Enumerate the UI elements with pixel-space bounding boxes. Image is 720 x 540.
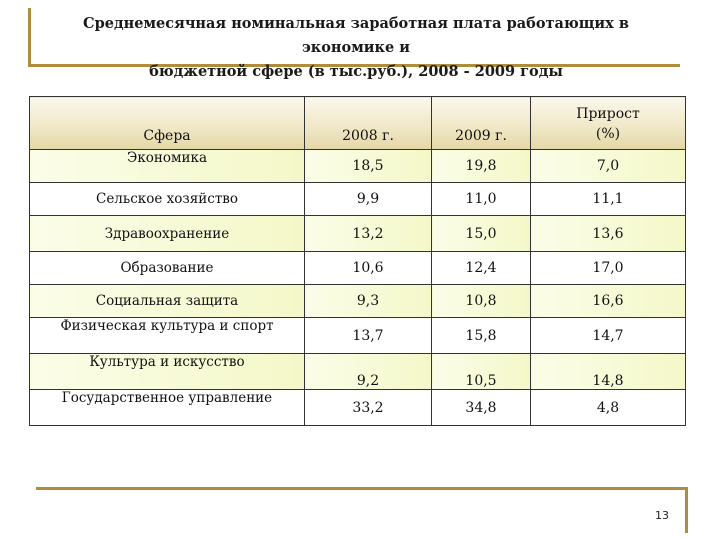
table-row [30, 354, 686, 390]
row-sphere: Экономика [30, 150, 305, 183]
row-2008: 9,2 [305, 354, 432, 390]
page-title-line-1: Среднемесячная номинальная заработная плата работающих в экономике и [83, 15, 629, 56]
row-sphere: Культура и искусство [30, 354, 305, 390]
table-header-row [30, 97, 686, 150]
row-2009: 11,0 [432, 183, 531, 216]
row-2008: 9,9 [305, 183, 432, 216]
footer-divider [36, 487, 688, 490]
row-2009: 10,8 [432, 285, 531, 318]
table-row [30, 318, 686, 354]
row-growth: 16,6 [531, 285, 686, 318]
table-row [30, 150, 686, 183]
header-growth: Прирост (%) [531, 97, 686, 150]
table-row [30, 390, 686, 426]
table-row [30, 252, 686, 285]
row-sphere: Социальная защита [30, 285, 305, 318]
row-growth: 17,0 [531, 252, 686, 285]
row-sphere: Образование [30, 252, 305, 285]
row-2009: 19,8 [432, 150, 531, 183]
row-sphere: Физическая культура и спорт [30, 318, 305, 354]
row-2008: 9,3 [305, 285, 432, 318]
row-2009: 12,4 [432, 252, 531, 285]
row-2008: 13,2 [305, 216, 432, 252]
row-growth: 7,0 [531, 150, 686, 183]
row-growth: 4,8 [531, 390, 686, 426]
header-2008: 2008 г. [305, 97, 432, 150]
row-growth: 13,6 [531, 216, 686, 252]
page-number: 13 [655, 509, 669, 522]
row-sphere: Сельское хозяйство [30, 183, 305, 216]
row-growth: 14,7 [531, 318, 686, 354]
row-2008: 33,2 [305, 390, 432, 426]
row-growth: 14,8 [531, 354, 686, 390]
salary-table [29, 96, 686, 426]
row-2009: 15,0 [432, 216, 531, 252]
header-2009: 2009 г. [432, 97, 531, 150]
table-row [30, 216, 686, 252]
row-2008: 10,6 [305, 252, 432, 285]
row-2009: 10,5 [432, 354, 531, 390]
row-sphere: Здравоохранение [30, 216, 305, 252]
footer-divider-vertical [685, 487, 688, 533]
page-title-line-2: бюджетной сфере (в тыс.руб.), 2008 - 2009 годы [149, 63, 563, 80]
row-2009: 34,8 [432, 390, 531, 426]
header-sphere: Сфера [30, 97, 305, 150]
row-growth: 11,1 [531, 183, 686, 216]
table-row [30, 183, 686, 216]
row-2008: 13,7 [305, 318, 432, 354]
row-2009: 15,8 [432, 318, 531, 354]
table-row [30, 285, 686, 318]
row-sphere: Государственное управление [30, 390, 305, 426]
page-title [36, 12, 676, 84]
row-2008: 18,5 [305, 150, 432, 183]
